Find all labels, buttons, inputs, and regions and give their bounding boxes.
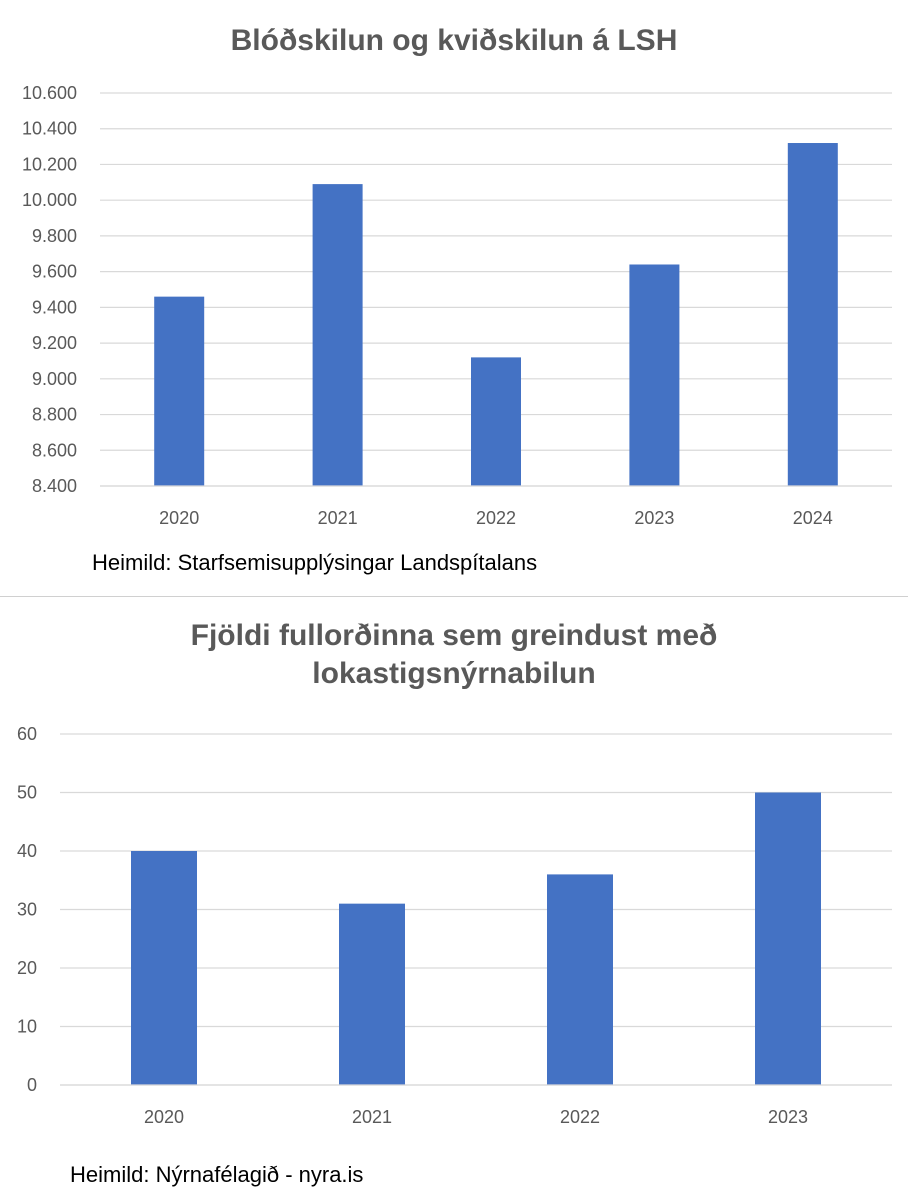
y-tick-label: 9.800: [31, 225, 77, 246]
y-tick-label: 9.000: [31, 368, 77, 389]
bar-2020: [131, 851, 197, 1085]
y-tick-label: 30: [16, 899, 37, 920]
y-tick-label: 20: [16, 958, 37, 978]
x-tick-label: 2021: [351, 1107, 393, 1127]
bar-2023: [755, 793, 821, 1086]
bar-2022: [471, 357, 521, 486]
bar-2022: [547, 874, 613, 1085]
chart-kidney-failure: [0, 597, 908, 1200]
x-tick-label: 2020: [159, 508, 200, 528]
bar-2023: [629, 264, 679, 486]
y-tick-label: 9.400: [31, 297, 77, 318]
y-tick-label: 10: [16, 1016, 37, 1037]
x-tick-label: 2022: [559, 1107, 601, 1127]
y-tick-label: 10.400: [21, 118, 77, 139]
chart-title-line: lokastigsnýrnabilun: [312, 657, 596, 690]
bar-2021: [339, 904, 405, 1085]
x-tick-label: 2021: [317, 508, 358, 528]
chart-source: Heimild: Starfsemisupplýsingar Landspítalans: [92, 550, 538, 575]
x-tick-label: 2024: [792, 508, 833, 528]
chart-source: Heimild: Nýrnafélagið - nyra.is: [70, 1162, 364, 1187]
y-tick-label: 0: [26, 1075, 37, 1095]
y-tick-label: 9.200: [31, 333, 77, 354]
y-tick-label: 8.800: [31, 404, 77, 425]
x-tick-label: 2020: [143, 1107, 185, 1127]
y-tick-label: 10.600: [21, 83, 77, 103]
y-tick-label: 10.200: [21, 154, 77, 175]
chart-plot-area: [0, 597, 908, 1200]
y-tick-label: 60: [16, 724, 37, 744]
y-tick-label: 8.400: [31, 476, 77, 496]
chart-title-line: Fjöldi fullorðinna sem greindust með: [190, 619, 718, 652]
chart-dialysis: [0, 0, 908, 596]
y-tick-label: 9.600: [31, 261, 77, 282]
y-tick-label: 10.000: [21, 190, 77, 211]
y-tick-label: 40: [16, 841, 37, 861]
bar-2021: [313, 184, 363, 486]
chart-title: Blóðskilun og kviðskilun á LSH: [230, 24, 678, 57]
bar-2024: [788, 143, 838, 486]
chart-plot-area: [0, 0, 908, 596]
x-tick-label: 2023: [634, 508, 675, 528]
bar-2020: [154, 297, 204, 486]
y-tick-label: 8.600: [31, 440, 77, 461]
y-tick-label: 50: [16, 782, 37, 803]
x-tick-label: 2022: [475, 508, 517, 528]
x-tick-label: 2023: [767, 1107, 809, 1127]
